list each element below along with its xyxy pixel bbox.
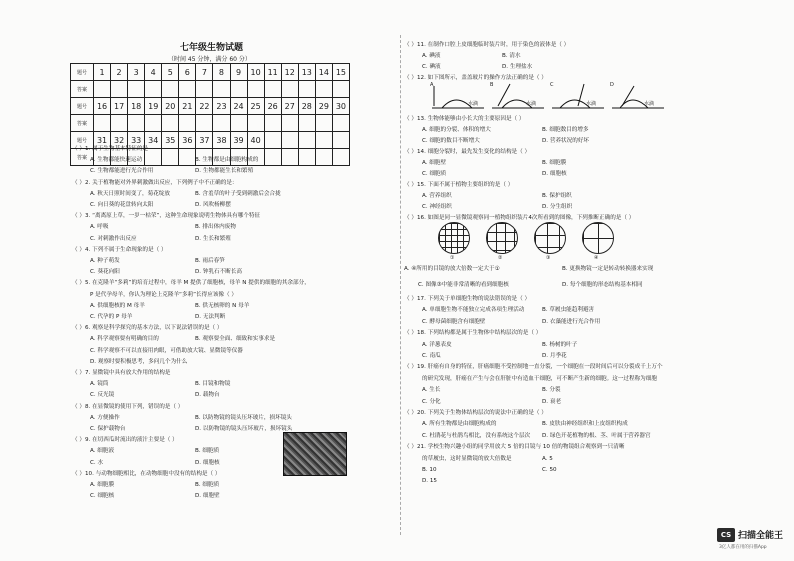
score-table-cell <box>179 149 196 166</box>
question-right_questions-0: （ ）11. 在制作口腔上皮细胞临时装片时，用于染色的液体是（ ） <box>404 42 570 48</box>
question-left_questions-2: （ ）3. “离离原上草，一岁一枯荣”，这种生命现象说明生物体具有哪个特征 <box>72 213 261 220</box>
diagram-label-a: A <box>430 82 434 88</box>
question-left_questions-3: （ ）4. 下列不属于生命现象的是（ ） <box>72 246 167 253</box>
score-table-cell: 35 <box>162 132 179 149</box>
option: C. 碘液 <box>422 64 441 70</box>
score-table-cell <box>298 132 315 149</box>
question-left_questions-1: （ ）2. 关于植物能对外界刺激做出反应，下列例子中不正确的是： <box>72 179 238 186</box>
question-right_questions-1: （ ）12. 如下图所示，盖盖玻片的操作方法正确的是（ ） <box>404 75 547 81</box>
question-right_questions2-2: （ ）19. 肝癌有自身的特征，肝癌细胞不受控制地一直分裂，一个细胞在一段时间后可以分裂成千上万个 <box>404 364 663 371</box>
option: D. 无法判断 <box>195 314 226 320</box>
option: B. 清水 <box>502 53 521 59</box>
score-table-cell <box>213 81 230 98</box>
score-table-cell: 15 <box>332 64 349 81</box>
score-table-cell <box>230 115 247 132</box>
option: C. 生物都能进行光合作用 <box>90 168 154 175</box>
option: D. 生物都能生长和繁殖 <box>195 168 254 175</box>
score-table-cell <box>162 115 179 132</box>
option: A. 细胞液 <box>90 448 115 455</box>
option: C. 分化 <box>422 398 441 405</box>
score-table-cell: 17 <box>111 98 128 115</box>
score-table-cell <box>94 115 111 132</box>
option: A. 单细胞生物不能独立完成各项生理活动 <box>422 307 525 314</box>
option: D. 营养状况的好坏 <box>542 138 590 144</box>
question-left_questions-7: （ ）8. 在显微镜的使用下列，错误的是（ ） <box>72 403 184 410</box>
option: C. 细胞核 <box>90 493 115 500</box>
micro-label-4: ④ <box>594 255 599 261</box>
score-table-cell: 38 <box>213 132 230 149</box>
score-table-cell <box>213 115 230 132</box>
score-table-cell: 11 <box>264 64 281 81</box>
option: A. 细胞膜 <box>90 482 115 488</box>
option: A. 细胞壁 <box>422 160 447 166</box>
score-table-cell <box>281 81 298 98</box>
question-left_questions-4: （ ）5. 在克隆羊“多莉”的培育过程中，母羊 M 提供了细胞核，母羊 N 提供的细胞的其余部分， <box>72 280 310 287</box>
score-table-cell: 37 <box>196 132 213 149</box>
option: A. 生长 <box>422 387 441 394</box>
option: C. 细胞的数目不断增大 <box>422 138 480 144</box>
option: C. 反光镜 <box>90 392 115 399</box>
option: A. 秋天日照时间变了，菊花绽放 <box>90 190 171 197</box>
score-table-cell: 21 <box>179 98 196 115</box>
score-table-cell <box>179 81 196 98</box>
diagram-d <box>612 86 664 108</box>
option: D. 钟乳石不断长高 <box>195 269 243 276</box>
option: D. 15 <box>422 478 437 485</box>
option: A. 洋葱表皮 <box>422 341 452 348</box>
question-right-3: （ ）14. 细胞分裂时，最先发生变化的结构是（ ） <box>404 149 531 155</box>
score-table-row <box>71 115 350 132</box>
option: 的草履虫，这时显微镜的放大倍数是 <box>422 455 512 462</box>
score-table-cell <box>145 81 162 98</box>
score-table-cell: 3 <box>128 64 145 81</box>
score-table-cell: 40 <box>247 132 264 149</box>
question-right-4: （ ）15. 下面不属于植物主要组织的是（ ） <box>404 182 514 188</box>
camscanner-name: 扫描全能王 <box>738 531 784 541</box>
diagram-label-c: C <box>550 82 554 88</box>
option: C. 水 <box>90 459 104 466</box>
score-table-cell: 33 <box>128 132 145 149</box>
micro-image-2 <box>486 222 518 254</box>
score-table-row <box>71 98 350 115</box>
option: C. 葵花向阳 <box>90 269 120 276</box>
option: B. 排出体内废物 <box>195 224 236 231</box>
option: C. 杜鹃花与杜鹃鸟相比，没有系统这个层次 <box>422 432 531 439</box>
water-drop-label-2: 水滴 <box>526 101 537 107</box>
question-left_questions-6: （ ）7. 显微镜中具有放大作用的结构是 <box>72 370 171 376</box>
score-table-cell: 34 <box>145 132 162 149</box>
score-table-cell: 6 <box>179 64 196 81</box>
option: B. 细胞膜 <box>542 160 567 166</box>
option: B. 分裂 <box>542 387 561 394</box>
question-left_questions-0: （ ）1. 属于生物基本特征的是 <box>72 146 149 152</box>
score-table-cell: 20 <box>162 98 179 115</box>
score-table-cell: 16 <box>94 98 111 115</box>
score-table-cell: 22 <box>196 98 213 115</box>
option: B. 生物都是由细胞构成的 <box>195 157 259 164</box>
question-left_questions-9: （ ）10. 与动物细胞相比，在动物细胞中没有的结构是（ ） <box>72 470 221 477</box>
option: A. 生物都能快速运动 <box>90 157 143 164</box>
score-table-cell <box>196 115 213 132</box>
q16-option-a: A. ④所用的目镜的放大倍数一定大于① <box>404 266 500 272</box>
column-divider <box>400 35 401 535</box>
score-table-cell: 10 <box>247 64 264 81</box>
micro-label-1: ① <box>450 255 455 261</box>
score-table-cell: 8 <box>213 64 230 81</box>
score-table-cell <box>247 81 264 98</box>
option: D. 观察时要积极思考，多问几个为什么 <box>90 358 188 365</box>
score-table-cell: 4 <box>145 64 162 81</box>
q16-option-c: C. 图像③中能非常清晰的看到细胞核 <box>418 282 509 288</box>
diagram-label-b: B <box>490 82 494 88</box>
option: D. 衣藻能进行光合作用 <box>542 318 601 325</box>
score-table-cell <box>145 115 162 132</box>
option: B. 细胞质 <box>195 448 220 455</box>
score-table-row <box>71 81 350 98</box>
score-table-cell <box>128 81 145 98</box>
option: B. 杨树的叶子 <box>542 341 578 348</box>
option: C. 50 <box>542 467 557 473</box>
micro-image-1 <box>438 222 470 254</box>
score-table-cell: 28 <box>298 98 315 115</box>
score-table-cell: 18 <box>128 98 145 115</box>
option: D. 风吹杨柳摆 <box>195 202 231 208</box>
score-table-cell: 9 <box>230 64 247 81</box>
score-table-cell: 25 <box>247 98 264 115</box>
option: A. 种子萌发 <box>90 258 120 264</box>
option: D. 载物台 <box>195 392 220 399</box>
option: C. 代孕的 P 母羊 <box>90 314 133 320</box>
option: C. 细胞质 <box>422 171 447 177</box>
option: C. 酵母菌细胞含有细胞壁 <box>422 318 486 325</box>
option: D. 月季花 <box>542 353 567 359</box>
option: B. 草履虫能趋利避害 <box>542 307 595 314</box>
score-table-cell <box>247 115 264 132</box>
score-table-cell <box>332 149 349 166</box>
score-table-cell <box>315 132 332 149</box>
micro-label-3: ③ <box>546 255 551 261</box>
option: D. 细胞核 <box>542 171 567 177</box>
option: B. 雨后春笋 <box>195 258 225 264</box>
option: B. 供无核卵的 N 母羊 <box>195 302 250 309</box>
option: C. 向日葵的花盘转向太阳 <box>90 202 154 208</box>
score-table-cell: 13 <box>298 64 315 81</box>
micro-image-4 <box>582 222 614 254</box>
score-table-cell: 1 <box>94 64 111 81</box>
question-right_questions2-1: （ ）18. 下列结构都是属于生物体中结构层次的是（ ） <box>404 330 542 337</box>
q16-option-b: B. 更换物镜一定是转动转换器来实现 <box>562 266 654 272</box>
score-table-cell: 12 <box>281 64 298 81</box>
score-table-cell: 39 <box>230 132 247 149</box>
option: B. 10 <box>422 467 437 473</box>
score-table-cell: 5 <box>162 64 179 81</box>
score-table-cell: 31 <box>94 132 111 149</box>
score-table-cell <box>332 115 349 132</box>
option: A. 营养组织 <box>422 193 452 199</box>
question-left_questions-5: （ ）6. 观察是科学探究的基本方法，以下说法错误的是（ ） <box>72 325 223 332</box>
score-table-cell: 24 <box>230 98 247 115</box>
score-table-row-label: 题号 <box>71 98 94 115</box>
score-table-cell <box>281 149 298 166</box>
option: A. 5 <box>542 455 553 462</box>
score-table-row-label: 答案 <box>71 115 94 132</box>
score-table-cell <box>332 132 349 149</box>
question-left_questions-8: （ ）9. 在切西瓜时流出的液汁主要是（ ） <box>72 437 178 444</box>
option: C. 神经组织 <box>422 204 452 210</box>
option: D. 衰老 <box>542 398 562 405</box>
score-table-cell <box>281 132 298 149</box>
option: P 是代孕母羊，你认为理论上克隆羊“多莉”长得应该像（ ） <box>90 291 237 298</box>
micro-image-3 <box>534 222 566 254</box>
option: C. 保护载物台 <box>90 426 126 432</box>
score-table-cell <box>332 81 349 98</box>
score-table-cell: 32 <box>111 132 128 149</box>
score-table-cell <box>162 81 179 98</box>
option: B. 保护组织 <box>542 193 572 199</box>
option: D. 生理盐水 <box>502 64 533 70</box>
option: A. 镜筒 <box>90 381 109 388</box>
score-table-cell <box>264 115 281 132</box>
question-right-2: （ ）13. 生物体能够由小长大的主要原因是（ ） <box>404 116 525 122</box>
score-table-cell <box>94 81 111 98</box>
q16-option-d: D. 每个细胞的形态结构基本相同 <box>562 282 643 288</box>
score-table-row-label: 答案 <box>71 81 94 98</box>
option: A. 所有生物都是由细胞构成的 <box>422 421 497 428</box>
option: B. 皮肤由神经组织和上皮组织构成 <box>542 421 628 428</box>
score-table-cell: 36 <box>179 132 196 149</box>
camscanner-tagline: 3亿人都在用的扫描App <box>719 545 767 550</box>
question-right_questions2-3: （ ）20. 下列关于生物体结构层次的说法中正确的是（ ） <box>404 410 547 416</box>
micro-label-2: ② <box>498 255 503 261</box>
score-table-cell: 26 <box>264 98 281 115</box>
score-table-cell: 7 <box>196 64 213 81</box>
question-right_questions2-0: （ ）17. 下列关于单细胞生物的说法错误的是（ ） <box>404 296 531 302</box>
question-right-5: （ ）16. 如图是同一显微镜观察同一植物组织装片4次所看到的图像，下列推断正确的是（ ） <box>404 215 635 221</box>
score-table-cell: 14 <box>315 64 332 81</box>
score-table-cell <box>281 115 298 132</box>
score-table-cell <box>298 149 315 166</box>
camscanner-logo: CS <box>717 528 735 542</box>
option: D. 绿色开花植物的根、茎、叶属于营养器官 <box>542 432 651 439</box>
option: 的研究发现，肝癌在产生与会在肝脏中有造血干细胞，可不断产生新的细胞。这一过程称为细胞 <box>422 375 657 382</box>
score-table-cell <box>264 81 281 98</box>
water-drop-label-4: 水滴 <box>644 101 655 107</box>
score-table-cell: 27 <box>281 98 298 115</box>
score-table-cell: 2 <box>111 64 128 81</box>
score-table-cell <box>111 81 128 98</box>
question-right_questions2-4: （ ）21. 学校生物兴趣小组的同学用放大 5 倍的目镜与 10 倍的物镜组合观察到一只清晰 <box>404 444 625 451</box>
score-table-row <box>71 64 350 81</box>
coverslip-diagram <box>428 78 668 114</box>
option: B. 细胞质 <box>195 482 220 488</box>
option: C. 南瓜 <box>422 353 441 359</box>
option: D. 以防物镜的镜头压坏玻片，损坏镜头 <box>195 426 293 432</box>
option: A. 呼吸 <box>90 224 109 231</box>
score-table-row-label: 答案 <box>71 149 94 166</box>
score-table-cell <box>264 149 281 166</box>
option: C. 科学观察不可以直接用肉眼，可借助放大镜、显微镜等仪器 <box>90 347 243 354</box>
score-table-cell <box>196 81 213 98</box>
diagram-c <box>552 84 604 108</box>
option: A. 供细胞核的 M 母羊 <box>90 302 145 309</box>
option: B. 含羞草的叶子受到刺激后会合拢 <box>195 190 281 197</box>
page-title: 七年级生物试题 <box>180 43 244 53</box>
option: A. 方便操作 <box>90 414 120 421</box>
diagram-label-d: D <box>610 82 614 88</box>
option: B. 以防物镜的镜头压坏玻片，损坏镜头 <box>195 414 292 421</box>
option: B. 细胞数目的增多 <box>542 127 589 133</box>
score-table-cell: 23 <box>213 98 230 115</box>
score-table-row-label: 题号 <box>71 64 94 81</box>
option: C. 对刺激作出反应 <box>90 235 137 242</box>
option: D. 生长和繁殖 <box>195 235 231 242</box>
option: B. 观察要全面、细致和实事求是 <box>195 336 276 343</box>
score-table-cell <box>179 115 196 132</box>
score-table-cell <box>298 115 315 132</box>
score-table-row-label: 题号 <box>71 132 94 149</box>
page-subtitle: （时间 45 分钟，满分 60 分） <box>168 56 251 63</box>
option: A. 碘液 <box>422 53 441 59</box>
score-table-cell: 30 <box>332 98 349 115</box>
score-table-cell: 29 <box>315 98 332 115</box>
score-table-cell: 19 <box>145 98 162 115</box>
option: B. 目镜和物镜 <box>195 381 231 388</box>
score-table-cell <box>315 81 332 98</box>
diagram-b <box>492 84 544 108</box>
water-drop-label-1: 水滴 <box>468 101 479 107</box>
score-table-cell <box>128 115 145 132</box>
option: D. 细胞核 <box>195 459 220 466</box>
option: D. 分生组织 <box>542 204 573 210</box>
score-table-cell <box>162 149 179 166</box>
score-table-cell <box>315 149 332 166</box>
score-table-cell <box>315 115 332 132</box>
option: A. 细胞的分裂、体积的增大 <box>422 127 491 133</box>
watermelon-photo <box>283 432 347 476</box>
score-table-cell <box>230 81 247 98</box>
score-table-cell <box>264 132 281 149</box>
score-table-cell <box>298 81 315 98</box>
option: A. 科学观察要有明确的目的 <box>90 336 159 343</box>
water-drop-label-3: 水滴 <box>586 101 597 107</box>
score-table-cell <box>111 115 128 132</box>
option: D. 细胞壁 <box>195 493 220 500</box>
